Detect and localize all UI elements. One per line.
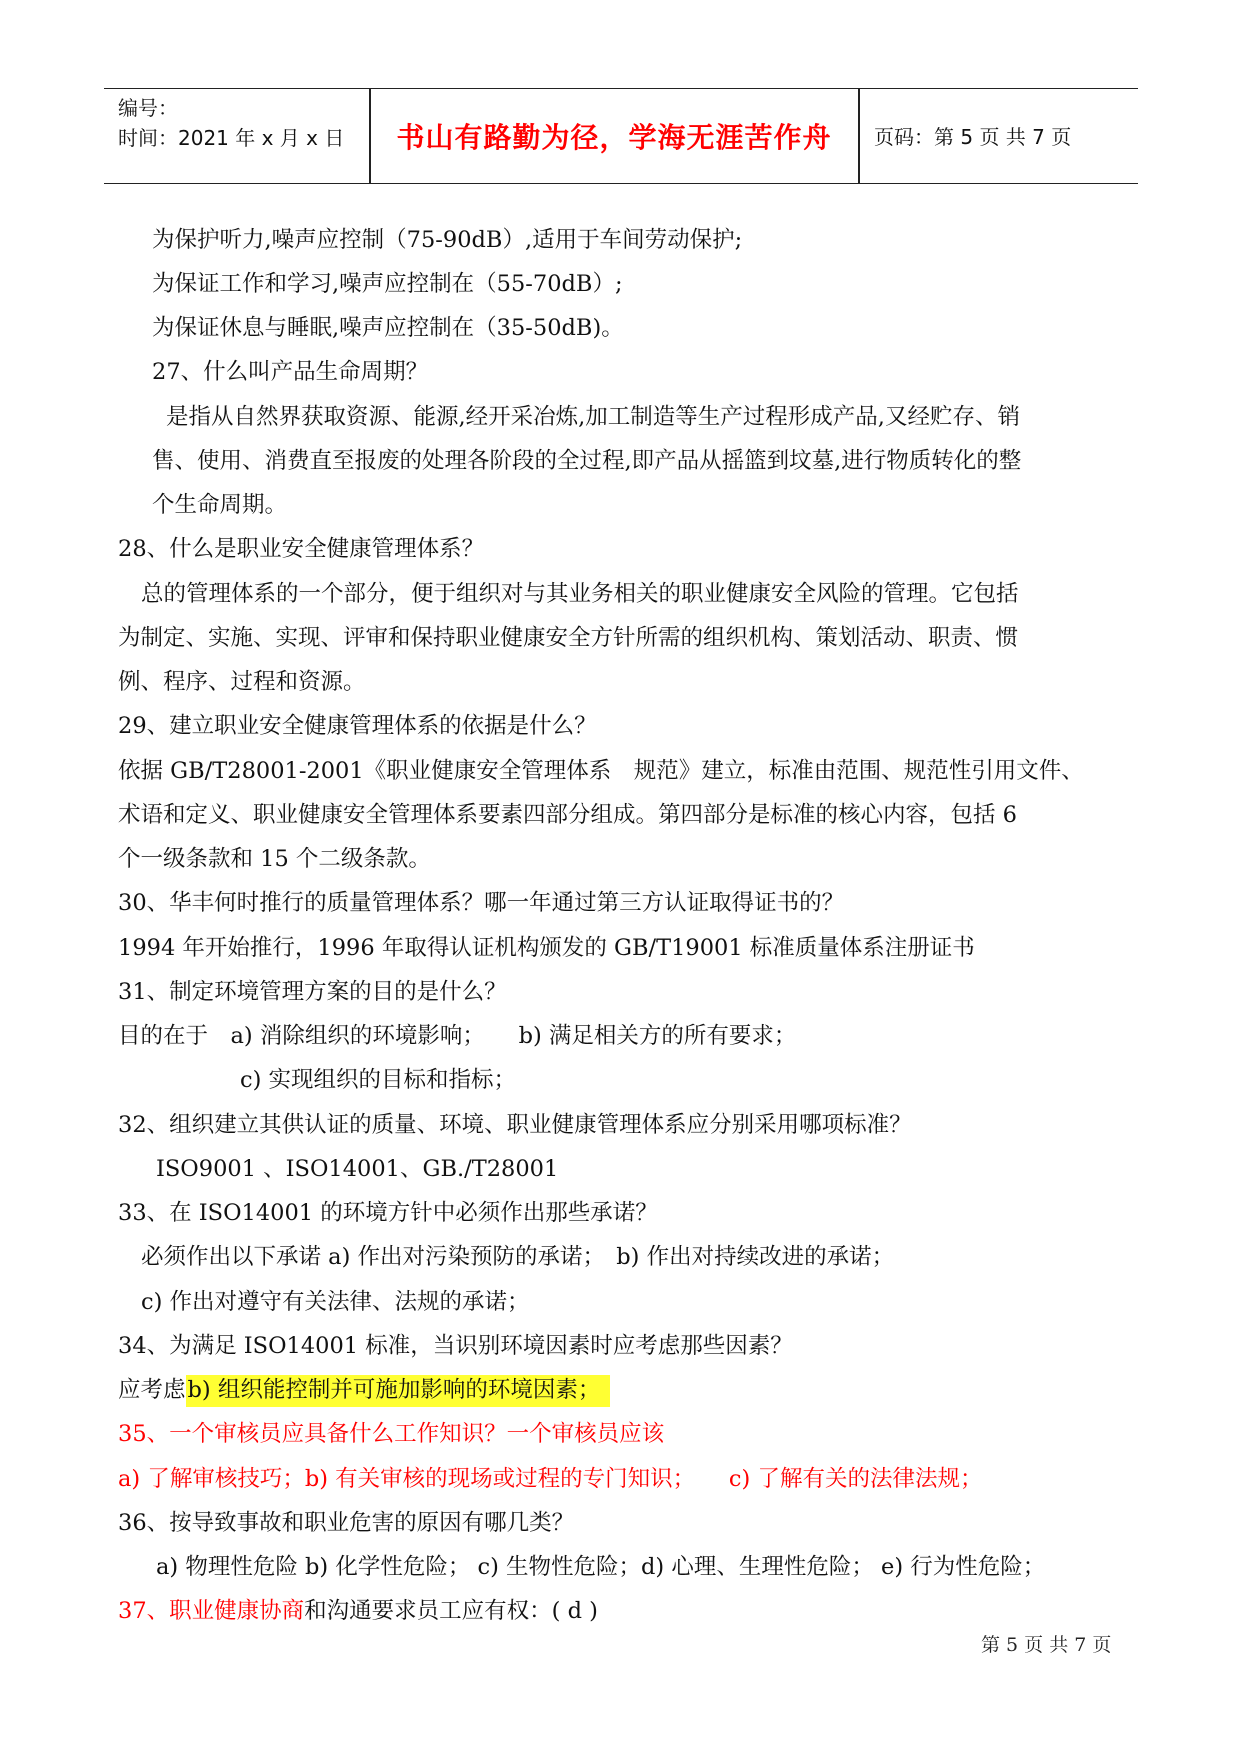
page-header [104, 88, 1138, 184]
text-line: 为保证工作和学习,噪声应控制在（55-70dB）; [152, 271, 623, 297]
text-line: 为制定、实施、实现、评审和保持职业健康安全方针所需的组织机构、策划活动、职责、惯 [118, 625, 1019, 651]
text-line: 是指从自然界获取资源、能源,经开采冶炼,加工制造等生产过程形成产品,又经贮存、销 [166, 404, 1020, 430]
text-line: 目的在于 a) 消除组织的环境影响； b) 满足相关方的所有要求； [118, 1023, 797, 1049]
text-line: 必须作出以下承诺 a) 作出对污染预防的承诺； b) 作出对持续改进的承诺； [141, 1244, 895, 1270]
text-line: 为保证休息与睡眠,噪声应控制在（35-50dB)。 [152, 315, 624, 341]
text-line: 例、程序、过程和资源。 [118, 669, 366, 695]
text-line: c) 作出对遵守有关法律、法规的承诺； [141, 1289, 530, 1315]
text-line: 术语和定义、职业健康安全管理体系要素四部分组成。第四部分是标准的核心内容，包括 6 [118, 802, 1017, 828]
question-35: 35、一个审核员应具备什么工作知识？一个审核员应该 [118, 1421, 665, 1447]
header-divider [858, 89, 860, 183]
header-motto: 书山有路勤为径，学海无涯苦作舟 [396, 121, 832, 154]
answer-34 [118, 1375, 610, 1405]
question-37-rest: 和沟通要求员工应有权：( d ) [304, 1598, 598, 1624]
text-line: 为保护听力,噪声应控制（75-90dB）,适用于车间劳动保护; [152, 227, 743, 253]
header-left [118, 93, 344, 153]
text-line: 个一级条款和 15 个二级条款。 [118, 846, 431, 872]
answer-34-prefix: 应考虑 [118, 1377, 186, 1403]
question-29: 29、建立职业安全健康管理体系的依据是什么？ [118, 713, 597, 739]
answer-36: a) 物理性危险 b) 化学性危险； c) 生物性危险；d) 心理、生理性危险； e) 行为性危险； [156, 1554, 1046, 1580]
question-36: 36、按导致事故和职业危害的原因有哪几类？ [118, 1510, 575, 1536]
text-line: ISO9001 、ISO14001、GB./T28001 [156, 1156, 559, 1182]
answer-35: a) 了解审核技巧；b) 有关审核的现场或过程的专门知识； c) 了解有关的法律法规； [118, 1466, 983, 1492]
text-line: 售、使用、消费直至报废的处理各阶段的全过程,即产品从摇篮到坟墓,进行物质转化的整 [152, 448, 1022, 474]
page-footer: 第 5 页 共 7 页 [981, 1634, 1112, 1656]
question-30: 30、华丰何时推行的质量管理体系？哪一年通过第三方认证取得证书的？ [118, 890, 845, 916]
question-31: 31、制定环境管理方案的目的是什么？ [118, 979, 507, 1005]
question-28: 28、什么是职业安全健康管理体系？ [118, 536, 485, 562]
text-line: c) 实现组织的目标和指标； [240, 1067, 517, 1093]
text-line: 个生命周期。 [152, 492, 288, 518]
question-34: 34、为满足 ISO14001 标准，当识别环境因素时应考虑那些因素？ [118, 1333, 793, 1359]
text-line: 依据 GB/T28001-2001《职业健康安全管理体系 规范》建立，标准由范围、规范性引用文件、 [118, 758, 1084, 784]
question-27: 27、什么叫产品生命周期？ [152, 359, 429, 385]
question-37 [118, 1596, 598, 1626]
number-label: 编号： [118, 96, 178, 120]
text-line: 1994 年开始推行，1996 年取得认证机构颁发的 GB/T19001 标准质量体系注册证书 [118, 935, 975, 961]
question-37-red: 37、职业健康协商 [118, 1598, 305, 1624]
time-label: 时间：2021 年 x 月 x 日 [118, 126, 345, 150]
question-32: 32、组织建立其供认证的质量、环境、职业健康管理体系应分别采用哪项标准？ [118, 1112, 912, 1138]
header-page-label: 页码：第 5 页 共 7 页 [874, 125, 1072, 149]
text-line: 总的管理体系的一个部分，便于组织对与其业务相关的职业健康安全风险的管理。它包括 [141, 581, 1019, 607]
question-33: 33、在 ISO14001 的环境方针中必须作出那些承诺？ [118, 1200, 658, 1226]
answer-34-highlight: b) 组织能控制并可施加影响的环境因素； [186, 1375, 611, 1407]
